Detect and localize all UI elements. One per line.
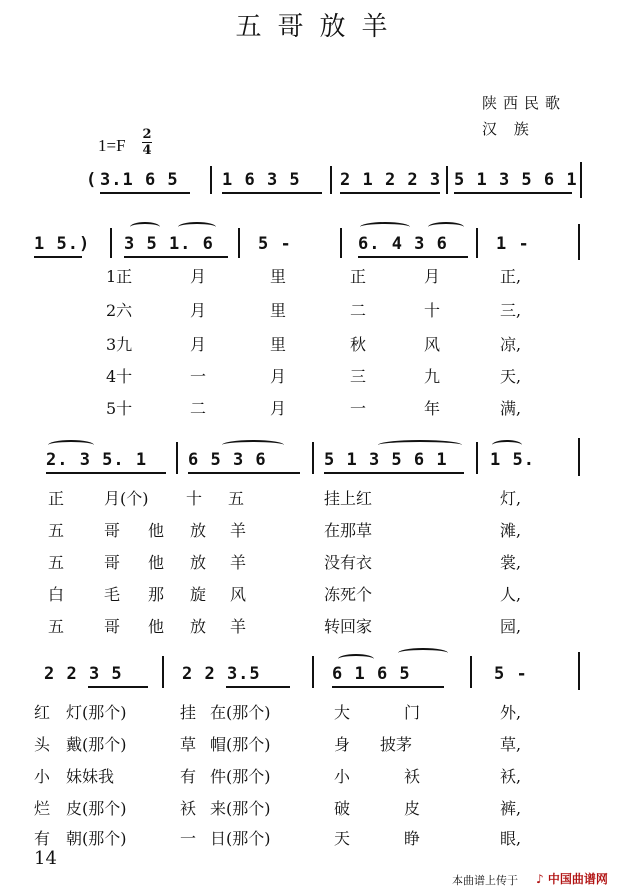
song-origin: 陕西民歌 [482, 94, 567, 112]
lyric-line: 1正 [106, 267, 133, 286]
lyric-word: 十 [186, 489, 203, 508]
row4-measure-4: 5 - [494, 664, 528, 684]
lyric-word: 眼, [500, 829, 522, 848]
lyric-word: 草 [180, 735, 197, 754]
lyric-word: 大 [334, 703, 351, 722]
lyric-word: 日(那个) [210, 829, 271, 848]
lyric-word: 披茅 [380, 735, 413, 754]
barline [476, 442, 478, 474]
lyric-word: 人, [500, 585, 522, 604]
upload-note: 本曲谱上传于 [452, 874, 518, 887]
lyric-word: 羊 [230, 617, 247, 636]
lyric-word: 妹妹我 [66, 767, 115, 786]
time-signature [142, 128, 152, 157]
lyric-word: 一 [190, 367, 207, 386]
lyric-word: 风 [230, 585, 247, 604]
lyric-word: 五 [228, 489, 245, 508]
row2-measure-0: 1 5.) [34, 234, 91, 254]
lyric-word: 在(那个) [210, 703, 271, 722]
page-number: 14 [34, 848, 57, 869]
lyric-word: 月 [190, 301, 207, 320]
lyric-word: 里 [270, 301, 287, 320]
barline [470, 656, 472, 688]
lyric-word: 月 [270, 367, 287, 386]
lyric-word: 五 [48, 521, 65, 540]
lyric-word: 五 [48, 617, 65, 636]
lyric-word: 朝(那个) [66, 829, 127, 848]
lyric-word: 戴(那个) [66, 735, 127, 754]
row1-measure-3: 2 1 2 2 3 [340, 170, 442, 190]
lyric-word: 旋 [190, 585, 207, 604]
barline [446, 166, 448, 194]
lyric-word: 那 [148, 585, 165, 604]
song-ethnicity: 汉 族 [482, 120, 535, 138]
lyric-word: 羊 [230, 553, 247, 572]
barline [578, 438, 580, 476]
lyric-word: 五 [48, 553, 65, 572]
lyric-word: 白 [48, 585, 65, 604]
lyric-word: 哥 [104, 553, 121, 572]
row4-measure-3: 6 1 6 5 [332, 664, 411, 684]
lyric-word: 草, [500, 735, 522, 754]
lyric-word: 天, [500, 367, 522, 386]
lyric-word: 园, [500, 617, 522, 636]
music-note-icon: ♪ [536, 872, 544, 886]
lyric-word: 帽(那个) [210, 735, 271, 754]
row1-measure-1: 3.1 6 5 [100, 170, 179, 190]
lyric-word: 小 [34, 767, 51, 786]
barline [110, 228, 112, 258]
lyric-word: 件(那个) [210, 767, 271, 786]
lyric-word: 二 [190, 399, 207, 418]
row3-measure-4: 1 5. [490, 450, 535, 470]
lyric-word: 转回家 [324, 617, 373, 636]
lyric-word: 在那草 [324, 521, 373, 540]
lyric-word: 冻死个 [324, 585, 373, 604]
lyric-word: 没有衣 [324, 553, 373, 572]
row1-measure-4: 5 1 3 5 6 1 [454, 170, 578, 190]
lyric-word: 裤, [500, 799, 522, 818]
lyric-word: 年 [424, 399, 441, 418]
lyric-word: 他 [148, 553, 165, 572]
lyric-word: 他 [148, 521, 165, 540]
lyric-word: 满, [500, 399, 522, 418]
lyric-word: 小 [334, 767, 351, 786]
lyric-word: 一 [350, 399, 367, 418]
page-title: 五哥放羊 [235, 12, 404, 42]
lyric-word: 二 [350, 301, 367, 320]
lyric-word: 放 [190, 521, 207, 540]
lyric-word: 3九 [106, 335, 133, 354]
lyric-word: 皮 [404, 799, 421, 818]
lyric-word: 放 [190, 553, 207, 572]
lyric-word: 门 [404, 703, 421, 722]
lyric-word: 九 [424, 367, 441, 386]
row4-measure-2: 2 2 3.5 [182, 664, 261, 684]
barline [476, 228, 478, 258]
intro-open: ( [86, 170, 98, 190]
site-logo-text: 中国曲谱网 [547, 872, 608, 886]
lyric-word: 5十 [106, 399, 133, 418]
row3-measure-1: 2. 3 5. 1 [46, 450, 148, 470]
lyric-word: 放 [190, 617, 207, 636]
barline [210, 166, 212, 194]
lyric-word: 有 [34, 829, 51, 848]
lyric-word: 月 [190, 335, 207, 354]
lyric-word: 一 [180, 829, 197, 848]
barline [176, 442, 178, 474]
lyric-word: 凉, [500, 335, 522, 354]
lyric-word: 睁 [404, 829, 421, 848]
lyric-word: 十 [424, 301, 441, 320]
lyric-word: 里 [270, 267, 287, 286]
barline [578, 652, 580, 690]
row2-measure-4: 1 - [496, 234, 530, 254]
time-sig-bottom: 4 [142, 143, 152, 158]
lyric-word: 风 [424, 335, 441, 354]
lyric-word: 挂上红 [324, 489, 373, 508]
barline [312, 656, 314, 688]
lyric-word: 正 [48, 489, 65, 508]
lyric-word: 秋 [350, 335, 367, 354]
lyric-word: 裳, [500, 553, 522, 572]
lyric-word: 滩, [500, 521, 522, 540]
lyric-word: 月 [190, 267, 207, 286]
lyric-word: 羊 [230, 521, 247, 540]
lyric-word: 灯(那个) [66, 703, 127, 722]
lyric-word: 里 [270, 335, 287, 354]
row4-measure-1: 2 2 3 5 [44, 664, 123, 684]
row2-measure-2: 5 - [258, 234, 292, 254]
row3-measure-3: 5 1 3 5 6 1 [324, 450, 448, 470]
barline [238, 228, 240, 258]
site-logo [536, 870, 608, 887]
lyric-word: 挂 [180, 703, 197, 722]
time-sig-top: 2 [142, 127, 152, 142]
lyric-word: 身 [334, 735, 351, 754]
lyric-word: 来(那个) [210, 799, 271, 818]
lyric-word: 2六 [106, 301, 133, 320]
lyric-word: 他 [148, 617, 165, 636]
row2-measure-3: 6. 4 3 6 [358, 234, 448, 254]
lyric-word: 月 [424, 267, 441, 286]
barline [580, 162, 582, 198]
barline [312, 442, 314, 474]
lyric-word: 三 [350, 367, 367, 386]
lyric-word: 正 [350, 267, 367, 286]
barline [340, 228, 342, 258]
lyric-word: 哥 [104, 521, 121, 540]
lyric-word: 正, [500, 267, 522, 286]
key-signature: 1=F [98, 136, 126, 155]
lyric-word: 皮(那个) [66, 799, 127, 818]
lyric-word: 袄 [404, 767, 421, 786]
barline [330, 166, 332, 194]
lyric-word: 外, [500, 703, 522, 722]
row3-measure-2: 6 5 3 6 [188, 450, 267, 470]
lyric-word: 有 [180, 767, 197, 786]
lyric-word: 天 [334, 829, 351, 848]
lyric-word: 三, [500, 301, 522, 320]
lyric-word: 烂 [34, 799, 51, 818]
lyric-word: 毛 [104, 585, 121, 604]
row2-measure-1: 3 5 1. 6 [124, 234, 214, 254]
lyric-word: 月 [270, 399, 287, 418]
lyric-word: 头 [34, 735, 51, 754]
lyric-word: 月(个) [104, 489, 149, 508]
lyric-word: 哥 [104, 617, 121, 636]
barline [162, 656, 164, 688]
barline [578, 224, 580, 260]
lyric-word: 袄, [500, 767, 522, 786]
row1-measure-2: 1 6 3 5 [222, 170, 301, 190]
lyric-word: 4十 [106, 367, 133, 386]
lyric-word: 红 [34, 703, 51, 722]
lyric-word: 灯, [500, 489, 522, 508]
lyric-word: 破 [334, 799, 351, 818]
lyric-word: 袄 [180, 799, 197, 818]
